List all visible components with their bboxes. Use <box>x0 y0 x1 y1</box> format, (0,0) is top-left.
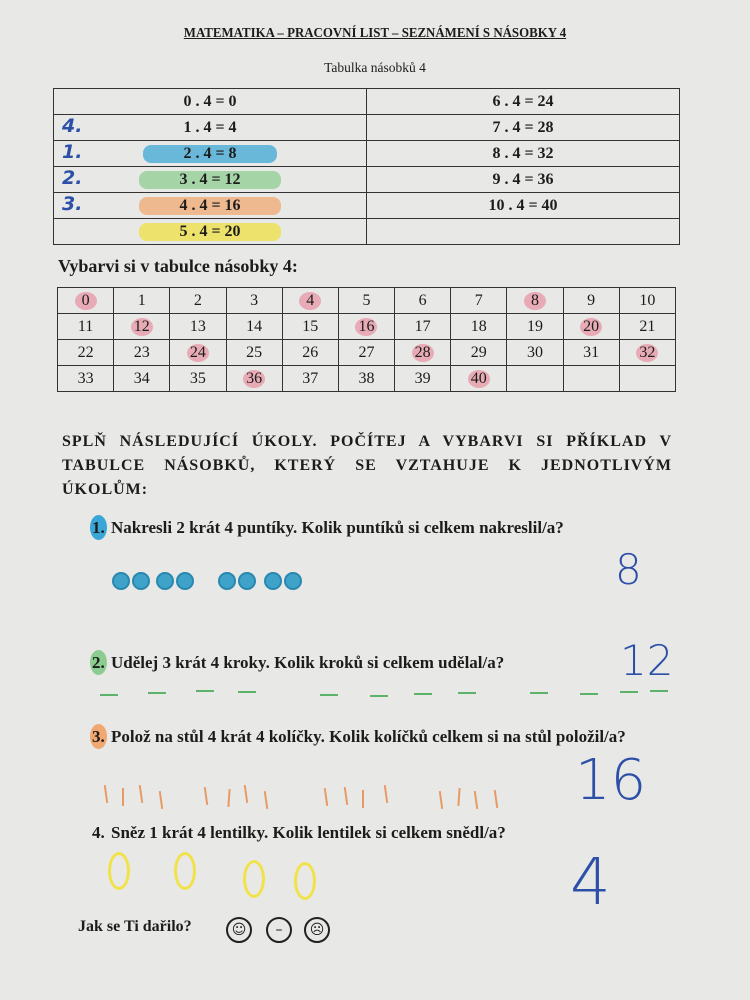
self-evaluation-label: Jak se Ti dařilo? <box>78 918 192 935</box>
task-number: 1. <box>90 515 107 540</box>
table-row <box>54 193 680 219</box>
grid-number: 3 <box>250 291 259 309</box>
grid-number: 39 <box>414 369 431 387</box>
equation: 4 . 4 = 16 <box>139 197 280 215</box>
drawn-dots <box>112 572 302 590</box>
grid-cell[interactable] <box>619 340 675 366</box>
task-1 <box>90 515 668 540</box>
grid-cell[interactable] <box>563 288 619 314</box>
neutral-face-icon[interactable]: – <box>266 917 292 943</box>
left-cell <box>54 89 367 115</box>
grid-number: 2 <box>193 291 202 309</box>
grid-cell[interactable] <box>395 366 451 392</box>
multiplication-table <box>53 88 680 245</box>
grid-cell[interactable] <box>619 366 675 392</box>
right-cell: 7 . 4 = 28 <box>367 115 680 141</box>
handwritten-mark: 4. <box>62 115 83 137</box>
grid-number: 28 <box>412 344 434 362</box>
grid-number: 6 <box>418 291 427 309</box>
grid-number: 4 <box>299 292 321 310</box>
left-cell <box>54 219 367 245</box>
grid-number: 22 <box>77 343 94 361</box>
grid-cell[interactable] <box>563 340 619 366</box>
grid-number: 29 <box>470 343 487 361</box>
grid-number: 23 <box>133 343 150 361</box>
equation: 2 . 4 = 8 <box>143 145 276 163</box>
grid-row <box>58 340 676 366</box>
grid-cell[interactable] <box>282 340 338 366</box>
grid-cell[interactable] <box>282 314 338 340</box>
grid-cell[interactable] <box>395 288 451 314</box>
answer-1: 8 <box>615 545 642 594</box>
grid-row <box>58 288 676 314</box>
instructions: SPLŇ NÁSLEDUJÍCÍ ÚKOLY. POČÍTEJ A VYBARVI SI PŘÍKLAD V TABULCE NÁSOBKŮ, KTERÝ SE VZTAHUJE K JEDNOTLIVÝM ÚKOLŮM: <box>62 433 672 498</box>
grid-number: 18 <box>470 317 487 335</box>
grid-number: 33 <box>77 369 94 387</box>
grid-number: 9 <box>587 291 596 309</box>
grid-cell[interactable] <box>338 340 394 366</box>
grid-cell[interactable] <box>619 314 675 340</box>
grid-number: 14 <box>246 317 263 335</box>
grid-number: 32 <box>636 344 658 362</box>
table-row <box>54 219 680 245</box>
grid-number: 0 <box>75 292 97 310</box>
grid-cell[interactable] <box>226 366 282 392</box>
grid-number: 11 <box>77 317 94 335</box>
right-cell: 9 . 4 = 36 <box>367 167 680 193</box>
grid-cell[interactable] <box>338 288 394 314</box>
right-cell: 8 . 4 = 32 <box>367 141 680 167</box>
grid-number: 5 <box>362 291 371 309</box>
task-text: Udělej 3 krát 4 kroky. Kolik kroků si celkem udělal/a? <box>111 653 505 672</box>
grid-number: 16 <box>355 318 377 336</box>
grid-number: 25 <box>246 343 263 361</box>
task-number: 4. <box>92 823 105 842</box>
left-cell <box>54 193 367 219</box>
grid-cell[interactable] <box>395 340 451 366</box>
grid-number: 17 <box>414 317 431 335</box>
grid-number: 36 <box>243 370 265 388</box>
grid-number: 12 <box>131 318 153 336</box>
equation: 5 . 4 = 20 <box>139 223 280 241</box>
grid-cell[interactable] <box>563 366 619 392</box>
handwritten-mark: 2. <box>62 167 83 189</box>
task-text: Polož na stůl 4 krát 4 kolíčky. Kolik kolíčků celkem si na stůl položil/a? <box>111 727 626 746</box>
grid-number: 38 <box>358 369 375 387</box>
grid-number: 13 <box>189 317 206 335</box>
task-number: 2. <box>90 650 107 675</box>
table-row <box>54 115 680 141</box>
grid-cell[interactable] <box>226 288 282 314</box>
table-row <box>54 141 680 167</box>
grid-cell[interactable] <box>507 288 563 314</box>
task-text: Nakresli 2 krát 4 puntíky. Kolik puntíků si celkem nakreslil/a? <box>111 518 564 537</box>
grid-number: 1 <box>137 291 146 309</box>
grid-cell[interactable] <box>563 314 619 340</box>
grid-number: 35 <box>189 369 206 387</box>
grid-number: 20 <box>580 318 602 336</box>
grid-number: 27 <box>358 343 375 361</box>
task-3 <box>90 724 668 749</box>
handwritten-mark: 3. <box>62 193 83 215</box>
grid-cell[interactable] <box>451 288 507 314</box>
left-cell <box>54 115 367 141</box>
grid-cell[interactable] <box>282 366 338 392</box>
answer-3: 16 <box>575 748 647 813</box>
task-4 <box>90 820 668 845</box>
task-2 <box>90 650 668 675</box>
grid-cell[interactable] <box>451 314 507 340</box>
table-row <box>54 167 680 193</box>
grid-cell[interactable] <box>619 288 675 314</box>
grid-cell[interactable] <box>170 366 226 392</box>
equation: 0 . 4 = 0 <box>183 92 237 110</box>
left-cell <box>54 141 367 167</box>
grid-number: 40 <box>468 370 490 388</box>
grid-number: 21 <box>639 317 656 335</box>
number-grid <box>57 287 676 392</box>
grid-cell[interactable] <box>226 340 282 366</box>
grid-number: 15 <box>302 317 319 335</box>
grid-cell[interactable] <box>507 340 563 366</box>
coloring-heading: Vybarvi si v tabulce násobky 4: <box>58 256 298 276</box>
right-cell: 10 . 4 = 40 <box>367 193 680 219</box>
sad-face-icon[interactable]: ☹ <box>304 917 330 943</box>
grid-cell[interactable] <box>58 288 114 314</box>
grid-cell[interactable] <box>170 340 226 366</box>
grid-row <box>58 314 676 340</box>
grid-cell[interactable] <box>507 314 563 340</box>
equation: 1 . 4 = 4 <box>183 118 237 136</box>
grid-cell[interactable] <box>58 366 114 392</box>
answer-2: 12 <box>620 636 674 685</box>
worksheet-title: MATEMATIKA – PRACOVNÍ LIST – SEZNÁMENÍ S NÁSOBKY 4 <box>183 26 567 41</box>
grid-cell[interactable] <box>282 288 338 314</box>
grid-number: 10 <box>639 291 656 309</box>
grid-cell[interactable] <box>170 314 226 340</box>
grid-cell[interactable] <box>58 314 114 340</box>
grid-cell[interactable] <box>114 366 170 392</box>
grid-cell[interactable] <box>58 340 114 366</box>
grid-number: 37 <box>302 369 319 387</box>
grid-cell[interactable] <box>395 314 451 340</box>
grid-number: 26 <box>302 343 319 361</box>
handwritten-mark: 1. <box>62 141 83 163</box>
grid-number: 30 <box>526 343 543 361</box>
grid-cell[interactable] <box>507 366 563 392</box>
grid-number: 8 <box>524 292 546 310</box>
grid-number: 24 <box>187 344 209 362</box>
grid-cell[interactable] <box>114 314 170 340</box>
grid-cell[interactable] <box>114 288 170 314</box>
grid-cell[interactable] <box>170 288 226 314</box>
grid-number: 34 <box>133 369 150 387</box>
grid-number: 7 <box>474 291 483 309</box>
table-row <box>54 89 680 115</box>
happy-face-icon[interactable]: ☺ <box>226 917 252 943</box>
equation: 3 . 4 = 12 <box>139 171 280 189</box>
right-cell <box>367 219 680 245</box>
grid-cell[interactable] <box>338 366 394 392</box>
left-cell <box>54 167 367 193</box>
grid-cell[interactable] <box>226 314 282 340</box>
grid-number: 31 <box>583 343 600 361</box>
grid-cell[interactable] <box>451 340 507 366</box>
right-cell: 6 . 4 = 24 <box>367 89 680 115</box>
task-text: Sněz 1 krát 4 lentilky. Kolik lentilek si celkem snědl/a? <box>111 823 506 842</box>
grid-cell[interactable] <box>114 340 170 366</box>
table-subtitle: Tabulka násobků 4 <box>324 60 426 75</box>
grid-cell[interactable] <box>451 366 507 392</box>
grid-row <box>58 366 676 392</box>
grid-number: 19 <box>526 317 543 335</box>
task-number: 3. <box>90 724 107 749</box>
answer-4: 4 <box>570 846 611 920</box>
grid-cell[interactable] <box>338 314 394 340</box>
